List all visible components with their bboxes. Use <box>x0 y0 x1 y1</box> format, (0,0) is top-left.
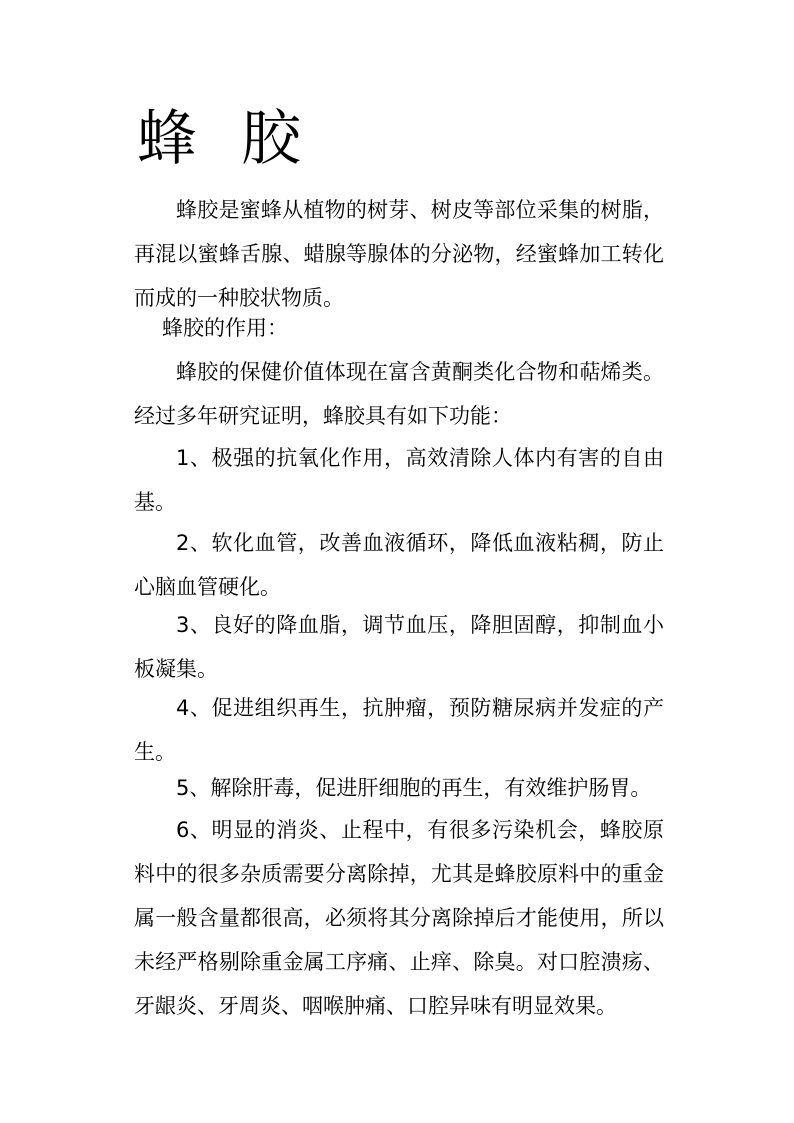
list-item: 6、明显的消炎、止程中，有很多污染机会，蜂胶原料中的很多杂质需要分离除掉，尤其是蜂胶原料中的重金属一般含量都很高，必须将其分离除掉后才能使用，所以未经严格剔除重金属工序痛、止痒、除臭。对口腔溃疡、牙龈炎、牙周炎、咽喉肿痛、口腔异味有明显效果。 <box>134 818 664 1018</box>
list-item: 5、解除肝毒，促进肝细胞的再生，有效维护肠胃。 <box>176 776 652 800</box>
list-item: 3、良好的降血脂，调节血压，降胆固醇，抑制血小板凝集。 <box>134 613 664 681</box>
list-item: 1、极强的抗氧化作用，高效清除人体内有害的自由基。 <box>134 446 664 514</box>
document-title <box>137 104 301 174</box>
section-heading: 蜂胶的作用： <box>162 316 288 340</box>
intro-paragraph: 蜂胶是蜜蜂从植物的树芽、树皮等部位采集的树脂，再混以蜜蜂舌腺、蜡腺等腺体的分泌物，经蜜蜂加工转化而成的一种胶状物质。 <box>134 198 664 310</box>
title-char-1: 蜂 <box>137 104 197 174</box>
title-char-2: 胶 <box>241 104 301 174</box>
list-item: 4、促进组织再生，抗肿瘤，预防糖尿病并发症的产生。 <box>134 696 664 764</box>
section-intro-paragraph: 蜂胶的保健价值体现在富含黄酮类化合物和萜烯类。经过多年研究证明，蜂胶具有如下功能： <box>134 360 664 428</box>
list-item: 2、软化血管，改善血液循环，降低血液粘稠，防止心脑血管硬化。 <box>134 531 664 599</box>
